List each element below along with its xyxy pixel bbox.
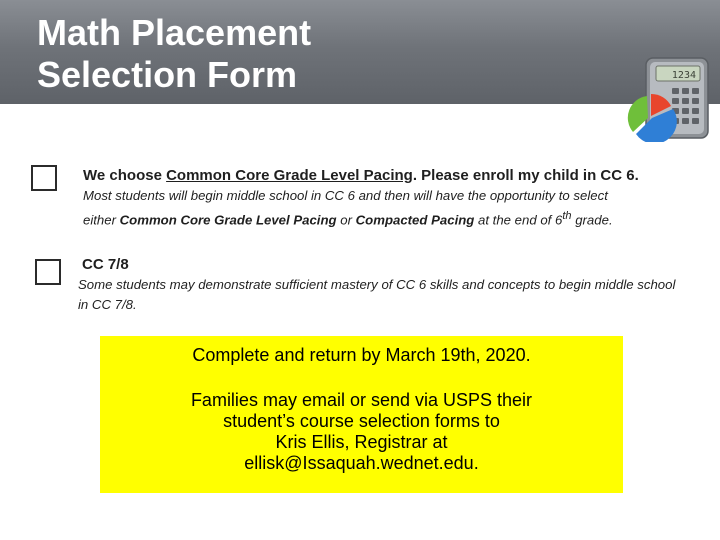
calculator-display: 1234 (671, 70, 696, 81)
cc78-checkbox[interactable] (35, 259, 61, 285)
grade-level-pacing-link: Common Core Grade Level Pacing (166, 167, 413, 184)
option-cc6-heading: We choose Common Core Grade Level Pacing. Please enroll my child in CC 6. (83, 167, 639, 184)
title-line-1: Math Placement (37, 12, 312, 53)
title-line-2: Selection Form (37, 54, 298, 95)
option-cc78 (78, 255, 683, 315)
deadline-notice (100, 336, 623, 493)
option-cc78-description: Some students may demonstrate sufficient mastery of CC 6 skills and concepts to begin middle school in CC 7/8. (78, 277, 676, 312)
calculator-chart-icon (622, 54, 716, 142)
page-title (37, 12, 311, 96)
header-banner (0, 0, 720, 104)
cc6-pacing-checkbox[interactable] (31, 165, 57, 191)
option-cc78-heading: CC 7/8 (82, 256, 129, 273)
deadline-text: Complete and return by March 19th, 2020. (192, 345, 531, 365)
registrar-email: ellisk@Issaquah.wednet.edu. (244, 453, 479, 473)
option-cc6 (83, 166, 683, 230)
return-instructions: Families may email or send via USPS their student’s course selection forms to Kris Ellis, Registrar at ellisk@Issaquah.wednet.edu. (100, 390, 623, 474)
option-cc6-description: Most students will begin middle school in CC 6 and then will have the opportunity to select either Common Core Grade Level Pacing or Compacted Pacing at the end of 6th grade. (83, 188, 613, 228)
